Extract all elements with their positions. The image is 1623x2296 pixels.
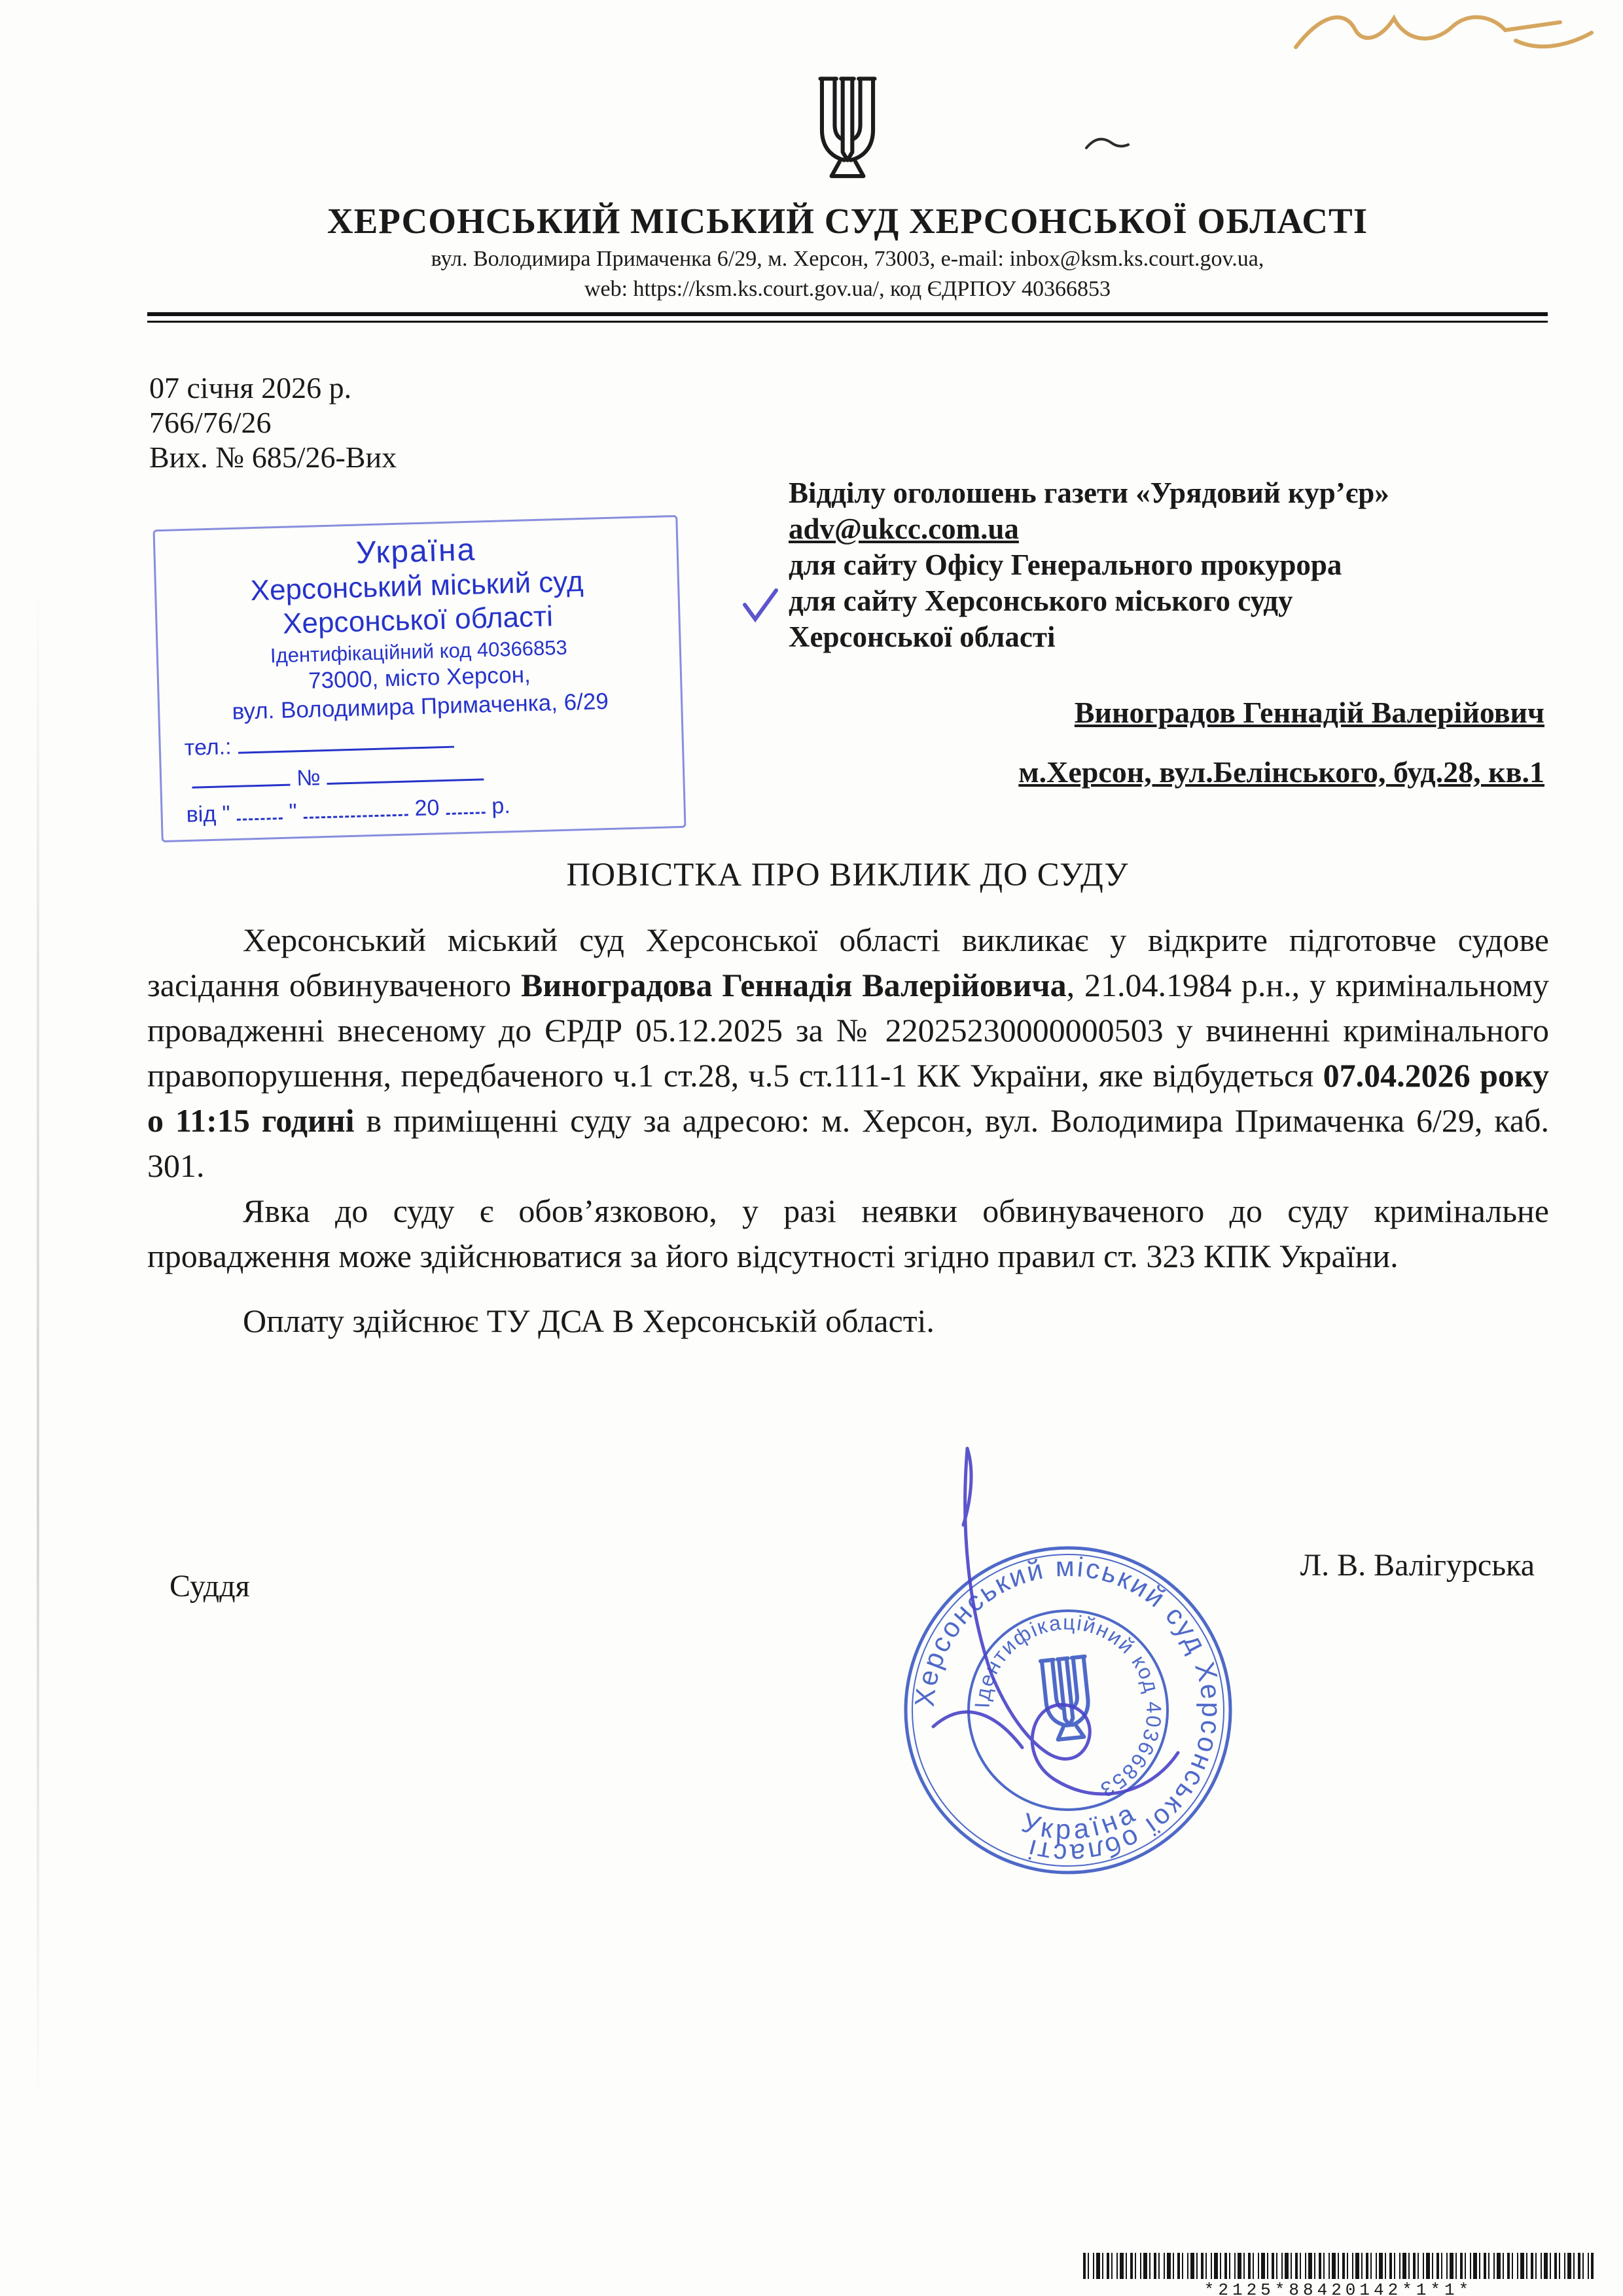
stamp-from-label: від " [186, 800, 231, 827]
judge-label: Суддя [169, 1569, 250, 1604]
p1-part5: в приміщенні суду за адресою: м. Херсон, вул. Володимира Примаченка 6/29, каб. 301. [147, 1102, 1549, 1184]
letter-meta [149, 370, 397, 475]
stamp-blank [192, 764, 291, 788]
scan-fold-artifact [37, 576, 39, 2114]
stamp-r-label: р. [491, 793, 511, 819]
recipients-block [789, 475, 1567, 655]
recipient-court-site-2: Херсонської області [789, 620, 1056, 653]
stamp-zip-city: 73000, місто Херсон, [308, 662, 531, 694]
seal-country-text: Україна [1018, 1796, 1143, 1845]
court-rect-stamp [152, 515, 686, 842]
accused-name: Виноградова Геннадія Валерійовича [520, 967, 1067, 1003]
stamp-country: Україна [355, 532, 476, 571]
stamp-no-blank [327, 759, 484, 785]
court-address-line: вул. Володимира Примаченка 6/29, м. Херсон, 73003, e-mail: inbox@ksm.ks.court.gov.ua, [431, 247, 1264, 271]
stamp-day-blank [236, 798, 283, 821]
pen-checkmark [738, 584, 784, 627]
court-round-seal [870, 1412, 1289, 1929]
barcode [1080, 2253, 1597, 2296]
seal-ring-text: Херсонський міський суд Херсонської області [908, 1551, 1228, 1870]
stamp-id-code: Ідентифікаційний код 40366853 [270, 636, 568, 668]
stamp-street: вул. Володимира Примаченка, 6/29 [232, 688, 609, 725]
stamp-quote: " [289, 798, 298, 825]
addressee-address: м.Херсон, вул.Белінського, буд.28, кв.1 [1018, 755, 1544, 789]
seal-trident-icon [1041, 1657, 1093, 1740]
addressee-name: Виноградов Геннадій Валерійович [1074, 696, 1544, 729]
court-web-line: web: https://ksm.ks.court.gov.ua/, код ЄДРПОУ 40366853 [584, 277, 1111, 301]
court-name: ХЕРСОНСЬКИЙ МІСЬКИЙ СУД ХЕРСОНСЬКОЇ ОБЛАСТІ [327, 201, 1368, 241]
p1-part3: , 21.04.1984 р.н., у кримінальному провадженні внесеному до ЄРДР 05.12.2025 за № 22025230000000503 у вчиненні кримінального правопорушення, передбаченого ч.1 ст.28, ч.5 ст.111-1 КК України, яке відбудеться [147, 967, 1549, 1094]
outgoing-number: Вих. № 685/26-Вих [149, 440, 397, 474]
document-title: ПОВІСТКА ПРО ВИКЛИК ДО СУДУ [566, 857, 1129, 893]
addressee-block [1018, 695, 1544, 789]
stamp-court-line1: Херсонський міський суд [250, 565, 584, 607]
seal-code-text: Ідентифікаційний код 40366853 [970, 1610, 1166, 1803]
recipient-email: adv@ukcc.com.ua [789, 512, 1019, 545]
p1-part1: Херсонський міський суд Херсонської області викликає у відкрите підготовче судове засідання обвинуваченого [147, 922, 1549, 1003]
recipient-newspaper: Відділу оголошень газети «Урядовий кур’єр» [789, 476, 1389, 509]
ukraine-trident-emblem [808, 71, 887, 194]
payment-paragraph: Оплату здійснює ТУ ДСА В Херсонській області. [243, 1302, 935, 1339]
handwritten-scribble [1283, 0, 1623, 72]
barcode-text: *2125*88420142*1*1* [1204, 2280, 1473, 2296]
summons-paragraph [147, 918, 1549, 1189]
stamp-no-label: № [296, 765, 321, 791]
document-body [147, 918, 1549, 1344]
recipient-prosecutor-site: для сайту Офісу Генерального прокурора [789, 548, 1342, 581]
header-divider [147, 312, 1548, 323]
stamp-court-line2: Херсонської області [282, 600, 554, 640]
stamp-year-label: 20 [414, 795, 440, 821]
hearing-datetime: 07.04.2026 року о 11:15 годині [147, 1057, 1549, 1139]
letter-date: 07 січня 2026 р. [149, 371, 352, 404]
stamp-month-blank [303, 795, 408, 818]
recipient-court-site: для сайту Херсонського міського суду [789, 584, 1293, 617]
judge-name: Л. В. Валігурська [1300, 1548, 1535, 1583]
case-number: 766/76/26 [149, 406, 272, 439]
stamp-year-blank [446, 793, 486, 815]
barcode-bars [1083, 2253, 1594, 2279]
letterhead [147, 71, 1548, 323]
stamp-tel-label: тел.: [184, 734, 232, 761]
stamp-tel-blank [238, 727, 454, 754]
attendance-paragraph: Явка до суду є обов’язковою, у разі неявки обвинуваченого до суду кримінальне провадження може здійснюватися за його відсутності згідно правил ст. 323 КПК України. [147, 1193, 1549, 1274]
